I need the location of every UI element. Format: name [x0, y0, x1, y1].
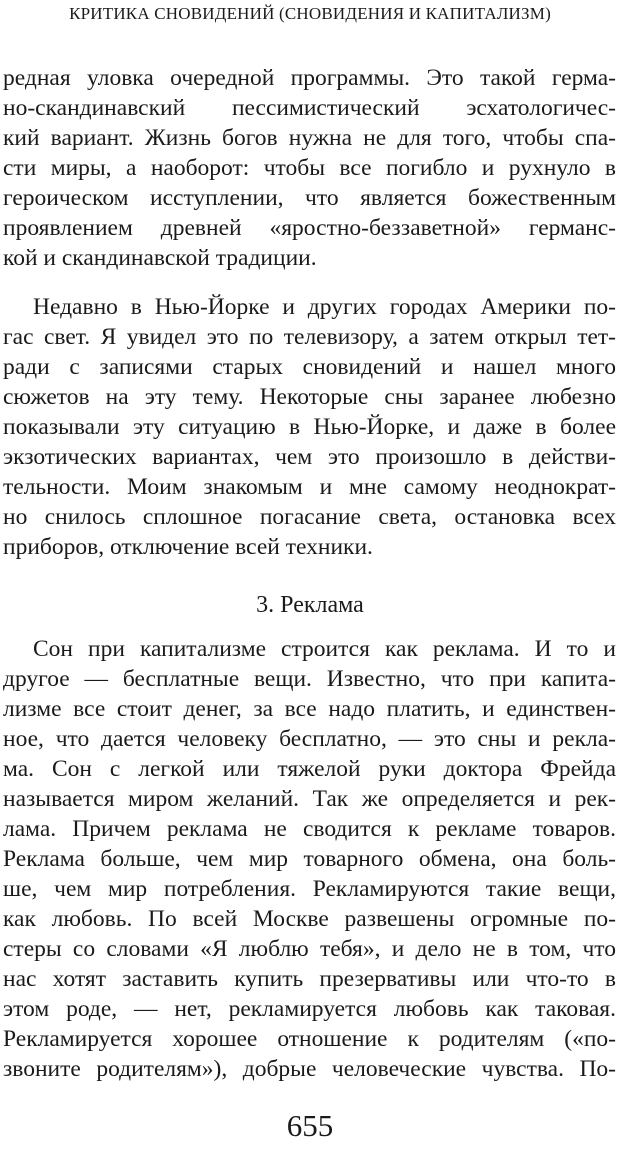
text-line: называется миром желаний. Так же определяется и рек-	[3, 786, 616, 812]
text-line: нас хотят заставить купить презервативы или что-то в	[3, 966, 616, 992]
running-head: КРИТИКА СНОВИДЕНИЙ (СНОВИДЕНИЯ И КАПИТАЛИЗМ)	[69, 4, 551, 23]
text-line: показывали эту ситуацию в Нью-Йорке, и даже в более	[3, 414, 616, 440]
text-line: звоните родителям»), добрые человеческие чувства. По-	[3, 1056, 616, 1082]
text-line: этом роде, — нет, рекламируется любовь как таковая.	[3, 996, 616, 1022]
text-line: Реклама больше, чем мир товарного обмена, она боль-	[3, 846, 616, 872]
text-line: гас свет. Я увидел это по телевизору, а затем открыл тет-	[3, 324, 616, 350]
text-line: приборов, отключение всей техники.	[3, 534, 373, 560]
text-line: ма. Сон с легкой или тяжелой руки доктора Фрейда	[3, 756, 616, 782]
text-line: сти миры, а наоборот: чтобы все погибло и рухнуло в	[3, 155, 616, 181]
text-line: как любовь. По всей Москве развешены огромные по-	[3, 906, 616, 932]
text-line: сюжетов на эту тему. Некоторые сны заранее любезно	[3, 384, 616, 410]
text-line: кий вариант. Жизнь богов нужна не для того, чтобы спа-	[3, 125, 616, 151]
text-line: лама. Причем реклама не сводится к рекламе товаров.	[3, 816, 616, 842]
page-number: 655	[286, 1108, 334, 1143]
text-line: но-скандинавский пессимистический эсхатологичес-	[3, 95, 616, 121]
section-heading: 3. Реклама	[256, 592, 364, 618]
text-line: героическом исступлении, что является божественным	[3, 185, 616, 211]
text-line: Сон при капитализме строится как реклама. И то и	[33, 636, 616, 662]
text-line: но снилось сплошное погасание света, остановка всех	[3, 504, 616, 530]
text-line: Недавно в Нью-Йорке и других городах Америки по-	[33, 294, 616, 320]
text-line: тельности. Моим знакомым и мне самому неоднократ-	[3, 474, 616, 500]
text-line: ради с записями старых сновидений и нашел много	[3, 354, 616, 380]
text-line: ше, чем мир потребления. Рекламируются такие вещи,	[3, 876, 616, 902]
text-line: проявлением древней «яростно-беззаветной» германс-	[3, 215, 616, 241]
text-line: другое — бесплатные вещи. Известно, что при капита-	[3, 666, 616, 692]
text-line: стеры со словами «Я люблю тебя», и дело не в том, что	[3, 936, 616, 962]
text-line: Рекламируется хорошее отношение к родителям («по-	[3, 1026, 616, 1052]
text-line: редная уловка очередной программы. Это такой герма-	[3, 65, 616, 91]
text-line: ное, что дается человеку бесплатно, — это сны и рекла-	[3, 726, 616, 752]
text-line: экзотических вариантах, чем это произошло в действи-	[3, 444, 616, 470]
text-line: кой и скандинавской традиции.	[3, 245, 317, 271]
text-line: лизме все стоит денег, за все надо платить, и единствен-	[3, 696, 616, 722]
